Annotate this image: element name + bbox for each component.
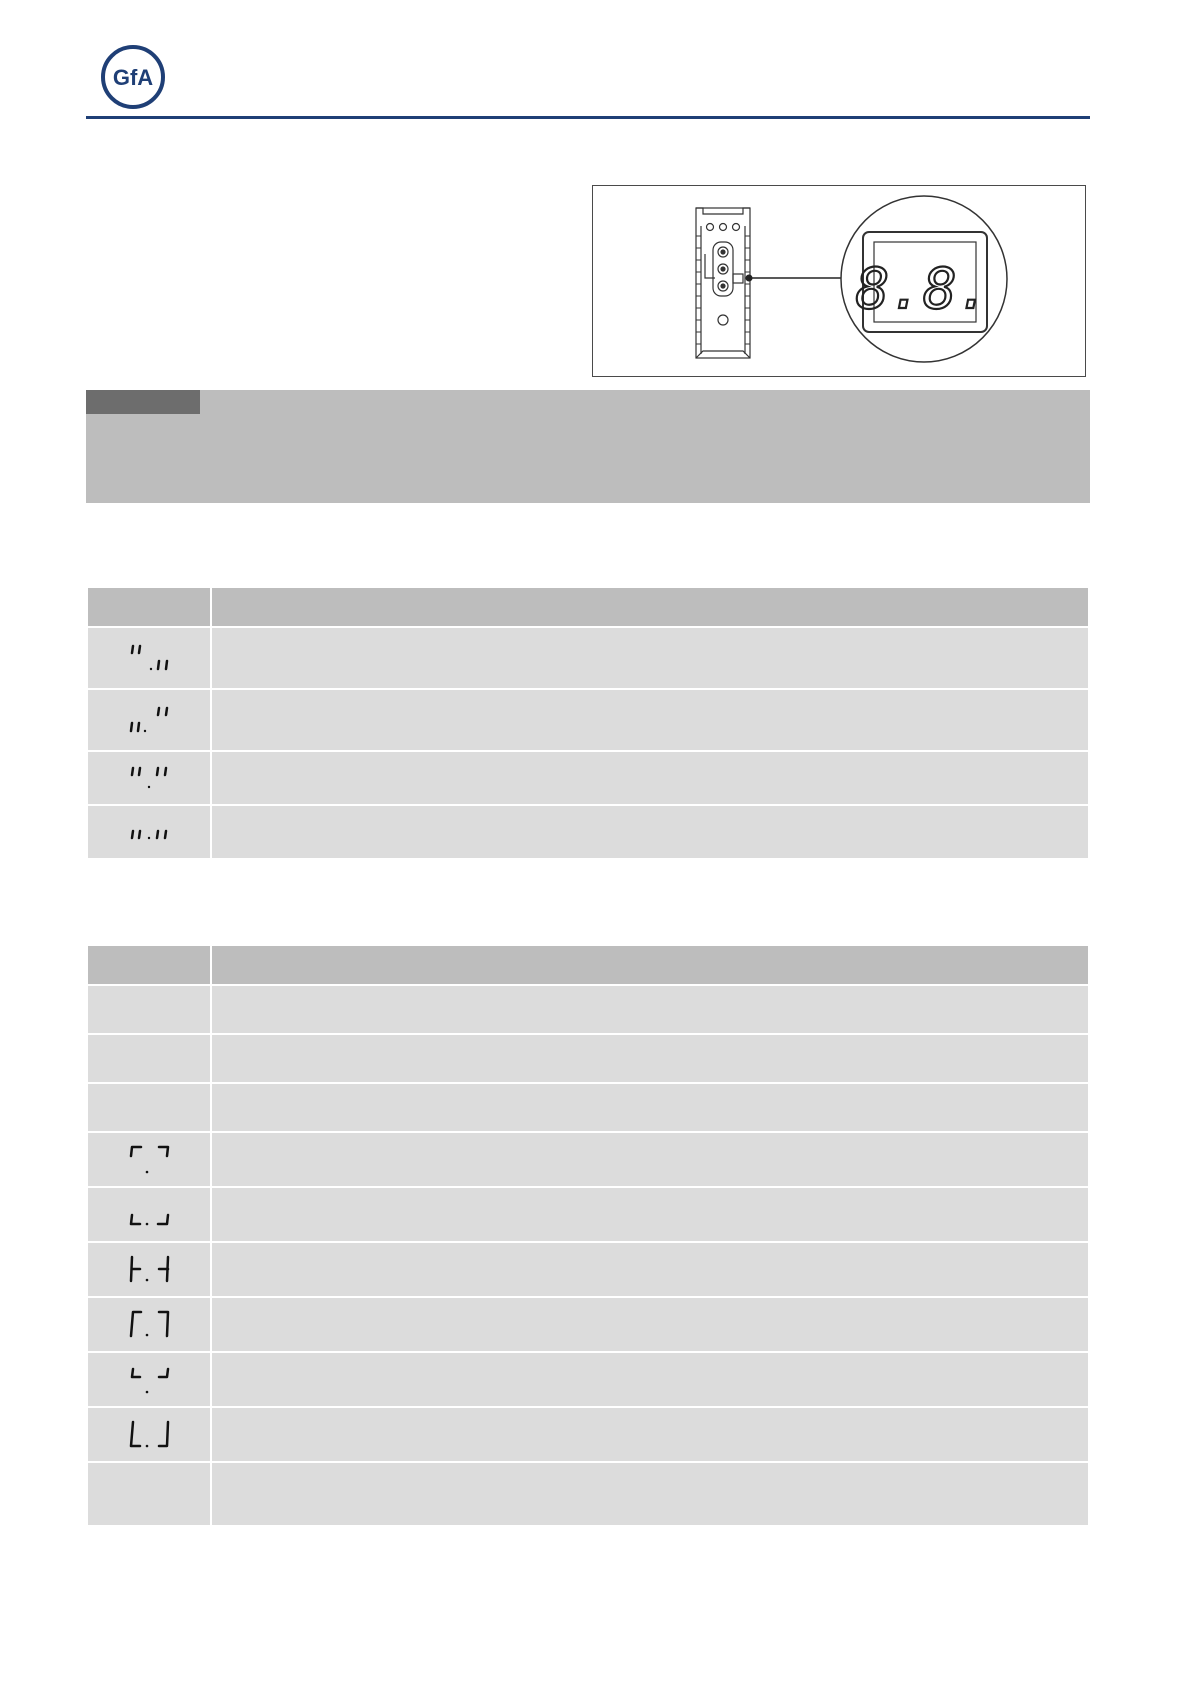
table-row — [87, 627, 1089, 689]
logo-text: GfA — [112, 65, 154, 90]
table-row — [87, 805, 1089, 859]
segment-short-bottom-corners-icon — [123, 1362, 175, 1398]
description-cell — [211, 1187, 1089, 1242]
table-row — [87, 1297, 1089, 1352]
description-cell — [211, 1034, 1089, 1083]
symbol-cell — [87, 689, 211, 751]
table-row — [87, 689, 1089, 751]
symbol-cell — [87, 1462, 211, 1526]
column-header — [211, 587, 1089, 627]
push-buttons — [705, 242, 743, 296]
symbol-cell — [87, 1407, 211, 1462]
description-cell — [211, 627, 1089, 689]
segment-lower-left-upper-right-icon — [124, 705, 174, 735]
table-row — [87, 985, 1089, 1034]
table-row — [87, 751, 1089, 805]
symbol-cell — [87, 627, 211, 689]
symbol-cell — [87, 1034, 211, 1083]
status-table-1 — [86, 586, 1090, 860]
symbol-cell — [87, 805, 211, 859]
gfa-logo — [100, 44, 166, 110]
display-figure — [592, 185, 1086, 377]
symbol-cell — [87, 1297, 211, 1352]
symbol-cell — [87, 1242, 211, 1297]
note-box — [86, 390, 1090, 503]
segment-bottom-corners-tall-icon — [123, 1417, 175, 1453]
column-header — [87, 587, 211, 627]
table-header-row — [87, 587, 1089, 627]
table-row — [87, 1034, 1089, 1083]
status-table-2 — [86, 944, 1090, 1527]
symbol-cell — [87, 1083, 211, 1132]
table-row — [87, 1352, 1089, 1407]
description-cell — [211, 1132, 1089, 1187]
display-readout: 8.8. — [855, 257, 991, 322]
led-indicators — [707, 224, 740, 231]
description-cell — [211, 751, 1089, 805]
description-cell — [211, 1462, 1089, 1526]
symbol-cell — [87, 751, 211, 805]
segment-upper-bars-icon — [124, 763, 174, 793]
screw-icon — [718, 315, 728, 325]
description-cell — [211, 1352, 1089, 1407]
description-cell — [211, 985, 1089, 1034]
table-row — [87, 1242, 1089, 1297]
segment-lower-bars-icon — [124, 817, 174, 847]
description-cell — [211, 805, 1089, 859]
table-row — [87, 1462, 1089, 1526]
column-header — [211, 945, 1089, 985]
segment-top-corners-icon — [123, 1142, 175, 1178]
symbol-cell — [87, 1187, 211, 1242]
description-cell — [211, 1083, 1089, 1132]
table-row — [87, 1083, 1089, 1132]
segment-middle-tees-icon — [123, 1252, 175, 1288]
table-row — [87, 1187, 1089, 1242]
leader-dot — [746, 275, 753, 282]
note-tab — [86, 390, 200, 414]
table-header-row — [87, 945, 1089, 985]
segment-upper-left-lower-right-icon — [124, 643, 174, 673]
symbol-cell — [87, 985, 211, 1034]
description-cell — [211, 689, 1089, 751]
header-rule — [86, 116, 1090, 119]
description-cell — [211, 1242, 1089, 1297]
description-cell — [211, 1407, 1089, 1462]
description-cell — [211, 1297, 1089, 1352]
column-header — [87, 945, 211, 985]
table-row — [87, 1407, 1089, 1462]
symbol-cell — [87, 1132, 211, 1187]
table-row — [87, 1132, 1089, 1187]
symbol-cell — [87, 1352, 211, 1407]
segment-top-corners-tall-icon — [123, 1307, 175, 1343]
segment-bottom-corners-icon — [123, 1197, 175, 1233]
